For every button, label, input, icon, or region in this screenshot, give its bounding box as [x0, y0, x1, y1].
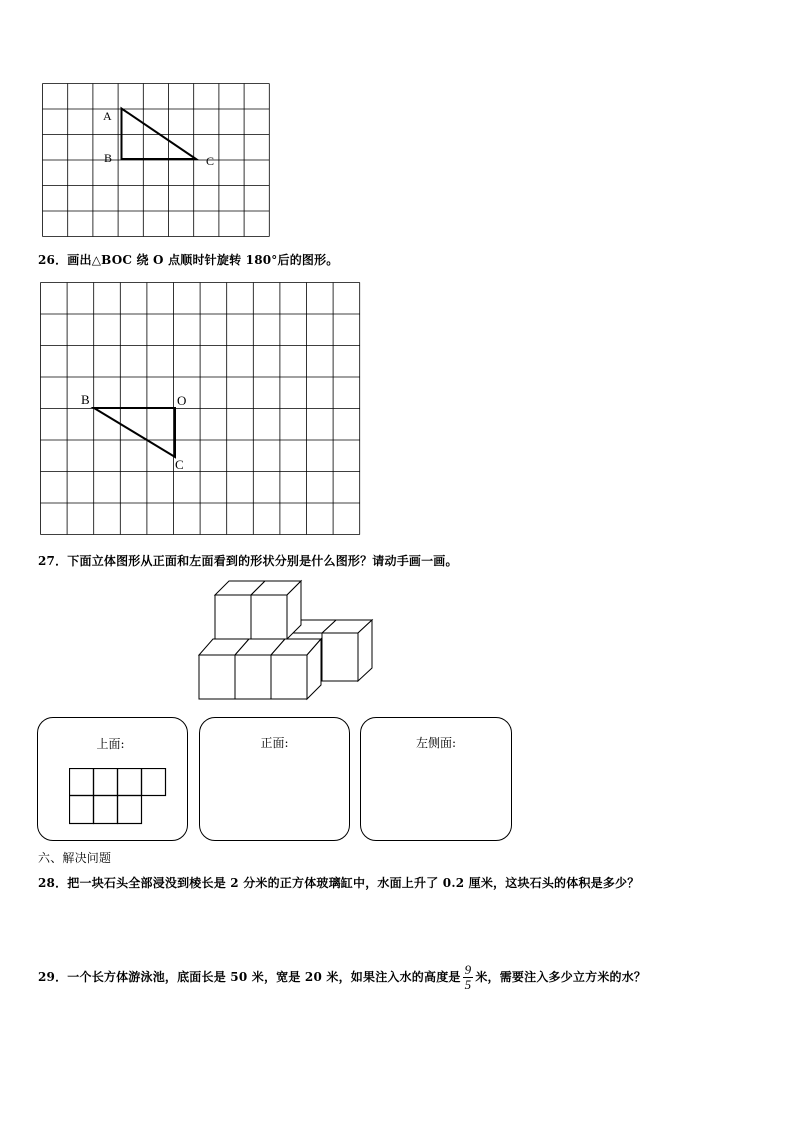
question-29-text-before: 29．一个长方体游泳池，底面长是 50 米，宽是 20 米，如果注入水的高度是	[38, 970, 461, 984]
grid-lines	[41, 283, 360, 535]
height-fraction	[463, 963, 474, 992]
triangle-boc	[94, 408, 175, 457]
question-29-text-after: 米，需要注入多少立方米的水？	[475, 970, 647, 984]
grid-boc	[39, 281, 362, 537]
question-27: 27．下面立体图形从正面和左面看到的形状分别是什么图形？请动手画一画。	[38, 554, 458, 568]
top-view-title: 上面:	[96, 737, 125, 751]
front-view-title: 正面:	[260, 736, 289, 750]
front-view-box	[199, 717, 350, 841]
label-a: A	[103, 109, 112, 123]
section-6-title: 六、解决问题	[38, 851, 112, 865]
left-view-title: 左侧面:	[415, 736, 457, 750]
label-c: C	[206, 154, 215, 168]
triangle-abc	[122, 109, 197, 160]
label-o: O	[177, 393, 187, 408]
grid-abc	[41, 82, 275, 238]
fraction-numerator: 9	[464, 962, 472, 977]
label-b2: B	[81, 392, 90, 407]
question-26: 26．画出△BOC 绕 O 点顺时针旋转 180°后的图形。	[38, 253, 339, 267]
left-view-box	[360, 717, 512, 841]
cube-solid-figure	[195, 575, 380, 705]
top-view-drawing	[69, 768, 169, 826]
fraction-denominator: 5	[464, 977, 472, 992]
question-28: 28．把一块石头全部浸没到棱长是 2 分米的正方体玻璃缸中，水面上升了 0.2 厘米，这块石头的体积是多少？	[38, 876, 640, 890]
question-29	[38, 963, 646, 992]
label-b: B	[104, 151, 113, 165]
top-view-box	[37, 717, 188, 841]
label-c2: C	[175, 457, 184, 472]
